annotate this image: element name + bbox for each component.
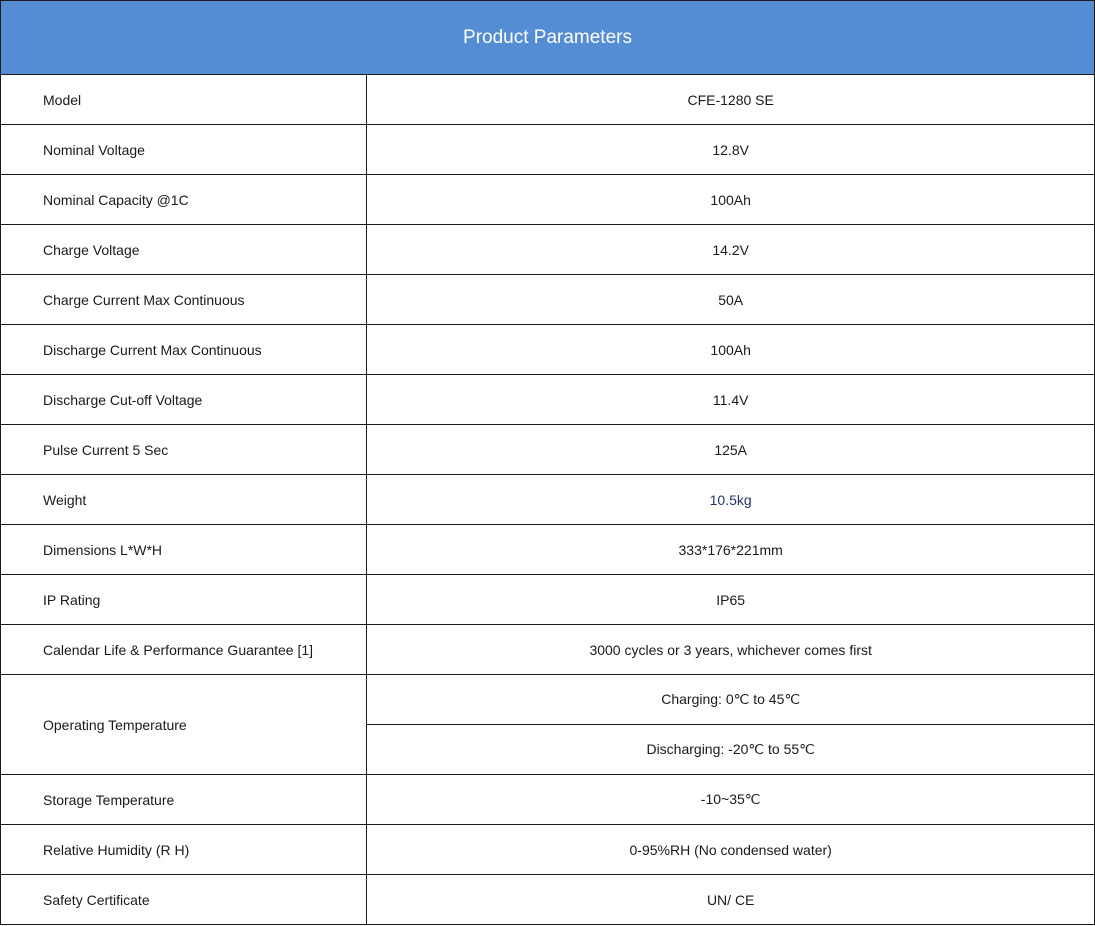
table-header-row (1, 1, 1095, 75)
row-value: -10~35℃ (367, 775, 1095, 825)
table-row-operating-temperature-charging (1, 675, 1095, 725)
row-value: 100Ah (367, 325, 1095, 375)
row-value: 10.5kg (367, 475, 1095, 525)
row-label: Safety Certificate (1, 875, 367, 925)
row-label: Storage Temperature (1, 775, 367, 825)
row-value-charging: Charging: 0℃ to 45℃ (367, 675, 1095, 725)
table-row-storage-temperature (1, 775, 1095, 825)
row-value: UN/ CE (367, 875, 1095, 925)
row-label: Calendar Life & Performance Guarantee [1] (1, 625, 367, 675)
row-value: 50A (367, 275, 1095, 325)
row-label: Charge Voltage (1, 225, 367, 275)
row-value: 3000 cycles or 3 years, whichever comes first (367, 625, 1095, 675)
row-value: 14.2V (367, 225, 1095, 275)
row-label: Pulse Current 5 Sec (1, 425, 367, 475)
row-label: Operating Temperature (1, 675, 367, 775)
table-row-nominal-capacity (1, 175, 1095, 225)
row-value: IP65 (367, 575, 1095, 625)
table-row-model (1, 75, 1095, 125)
table-row-charge-current (1, 275, 1095, 325)
row-label: Discharge Current Max Continuous (1, 325, 367, 375)
row-value: 333*176*221mm (367, 525, 1095, 575)
table-row-nominal-voltage (1, 125, 1095, 175)
row-label: Discharge Cut-off Voltage (1, 375, 367, 425)
row-value: 12.8V (367, 125, 1095, 175)
row-value: 11.4V (367, 375, 1095, 425)
table-row-dimensions (1, 525, 1095, 575)
table-row-discharge-current (1, 325, 1095, 375)
row-value-discharging: Discharging: -20℃ to 55℃ (367, 725, 1095, 775)
row-value: CFE-1280 SE (367, 75, 1095, 125)
row-value: 100Ah (367, 175, 1095, 225)
table-row-discharge-cutoff (1, 375, 1095, 425)
row-label: Weight (1, 475, 367, 525)
table-row-weight (1, 475, 1095, 525)
row-label: Nominal Voltage (1, 125, 367, 175)
row-label: Model (1, 75, 367, 125)
table-row-ip-rating (1, 575, 1095, 625)
table-row-charge-voltage (1, 225, 1095, 275)
table-row-safety-certificate (1, 875, 1095, 925)
row-label: Nominal Capacity @1C (1, 175, 367, 225)
table-row-relative-humidity (1, 825, 1095, 875)
table-row-pulse-current (1, 425, 1095, 475)
row-label: Charge Current Max Continuous (1, 275, 367, 325)
row-label: IP Rating (1, 575, 367, 625)
row-value: 0-95%RH (No condensed water) (367, 825, 1095, 875)
row-value: 125A (367, 425, 1095, 475)
row-label: Relative Humidity (R H) (1, 825, 367, 875)
table-title: Product Parameters (1, 1, 1095, 75)
row-label: Dimensions L*W*H (1, 525, 367, 575)
table-row-calendar-life (1, 625, 1095, 675)
